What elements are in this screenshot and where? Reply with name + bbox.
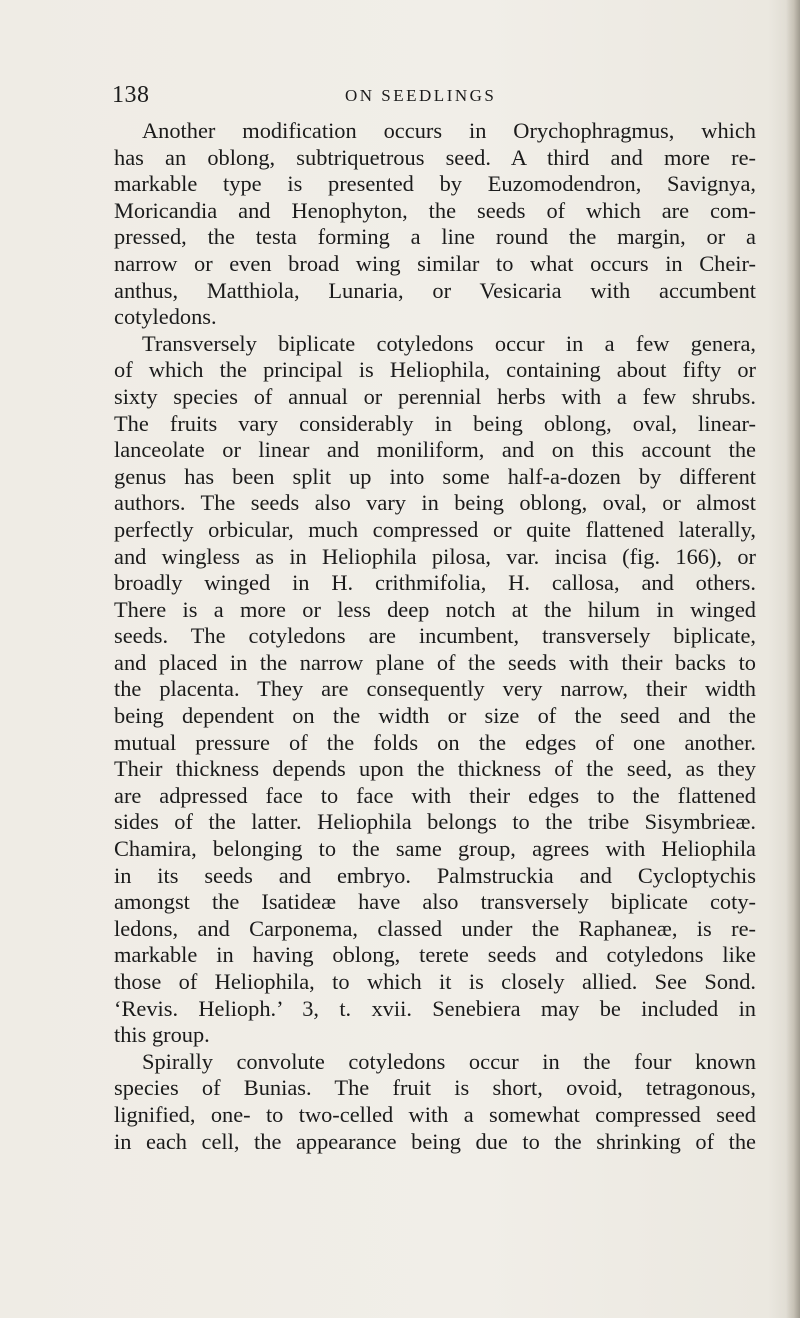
text-line: pressed, the testa forming a line round the margin, or a <box>114 224 756 250</box>
text-line: those of Heliophila, to which it is closely allied. See Sond. <box>114 969 756 994</box>
text-line: markable in having oblong, terete seeds and cotyledons like <box>114 942 756 968</box>
text-line: mutual pressure of the folds on the edges of one another. <box>114 729 756 755</box>
text-line: There is a more or less deep notch at the hilum in winged <box>114 596 756 622</box>
text-line: broadly winged in H. crithmifolia, H. callosa, and others. <box>114 570 756 596</box>
text-line: ledons, and Carponema, classed under the Raphaneæ, is re- <box>114 915 756 941</box>
text-line: Their thickness depends upon the thickness of the seed, as they <box>114 756 756 782</box>
text-line: anthus, Matthiola, Lunaria, or Vesicaria with accumbent <box>114 277 756 303</box>
text-line: Another modification occurs in Orychophragmus, which <box>142 118 756 143</box>
paragraph <box>114 118 756 331</box>
text-line: and placed in the narrow plane of the seeds with their backs to <box>114 649 756 675</box>
text-line: seeds. The cotyledons are incumbent, transversely biplicate, <box>114 623 756 649</box>
text-line: has an oblong, subtriquetrous seed. A third and more re- <box>114 144 756 170</box>
text-line: narrow or even broad wing similar to what occurs in Cheir- <box>114 250 756 276</box>
page-number: 138 <box>112 82 150 108</box>
text-line: are adpressed face to face with their edges to the flattened <box>114 782 756 808</box>
text-line: species of Bunias. The fruit is short, ovoid, tetragonous, <box>114 1075 756 1101</box>
text-line: lanceolate or linear and moniliform, and on this account the <box>114 437 756 463</box>
text-line: perfectly orbicular, much compressed or quite flattened laterally, <box>114 516 756 542</box>
text-line: cotyledons. <box>114 304 217 330</box>
page-edge-shadow <box>786 0 800 1318</box>
text-line: and wingless as in Heliophila pilosa, var. incisa (fig. 166), or <box>114 543 756 569</box>
text-line: genus has been split up into some half-a-dozen by different <box>114 463 756 489</box>
text-line: Transversely biplicate cotyledons occur in a few genera, <box>142 330 756 356</box>
text-line: Moricandia and Henophyton, the seeds of which are com- <box>114 197 756 223</box>
body-text <box>114 118 756 1155</box>
text-line: markable type is presented by Euzomodendron, Savignya, <box>114 171 756 197</box>
paragraph <box>114 331 756 1049</box>
text-line: this group. <box>114 1022 210 1048</box>
text-line: being dependent on the width or size of the seed and the <box>114 703 756 729</box>
text-line: Spirally convolute cotyledons occur in the four known <box>142 1048 756 1074</box>
paragraph <box>114 1049 756 1155</box>
text-line: amongst the Isatideæ have also transversely biplicate coty- <box>114 889 756 915</box>
text-line: authors. The seeds also vary in being oblong, oval, or almost <box>114 490 756 516</box>
text-line: The fruits vary considerably in being oblong, oval, linear- <box>114 410 756 436</box>
text-line: in its seeds and embryo. Palmstruckia and Cycloptychis <box>114 862 756 888</box>
text-line: ‘Revis. Helioph.’ 3, t. xvii. Senebiera may be included in <box>114 995 756 1021</box>
text-line: of which the principal is Heliophila, containing about fifty or <box>114 357 756 383</box>
text-line: the placenta. They are consequently very narrow, their width <box>114 676 756 702</box>
text-line: sides of the latter. Heliophila belongs to the tribe Sisymbrieæ. <box>114 809 756 835</box>
text-line: Chamira, belonging to the same group, agrees with Heliophila <box>114 836 756 862</box>
text-line: sixty species of annual or perennial herbs with a few shrubs. <box>114 383 756 409</box>
running-head: ON SEEDLINGS <box>345 86 497 105</box>
text-line: in each cell, the appearance being due to the shrinking of the <box>114 1128 756 1154</box>
text-line: lignified, one- to two-celled with a somewhat compressed seed <box>114 1101 756 1127</box>
page-header <box>0 82 800 112</box>
